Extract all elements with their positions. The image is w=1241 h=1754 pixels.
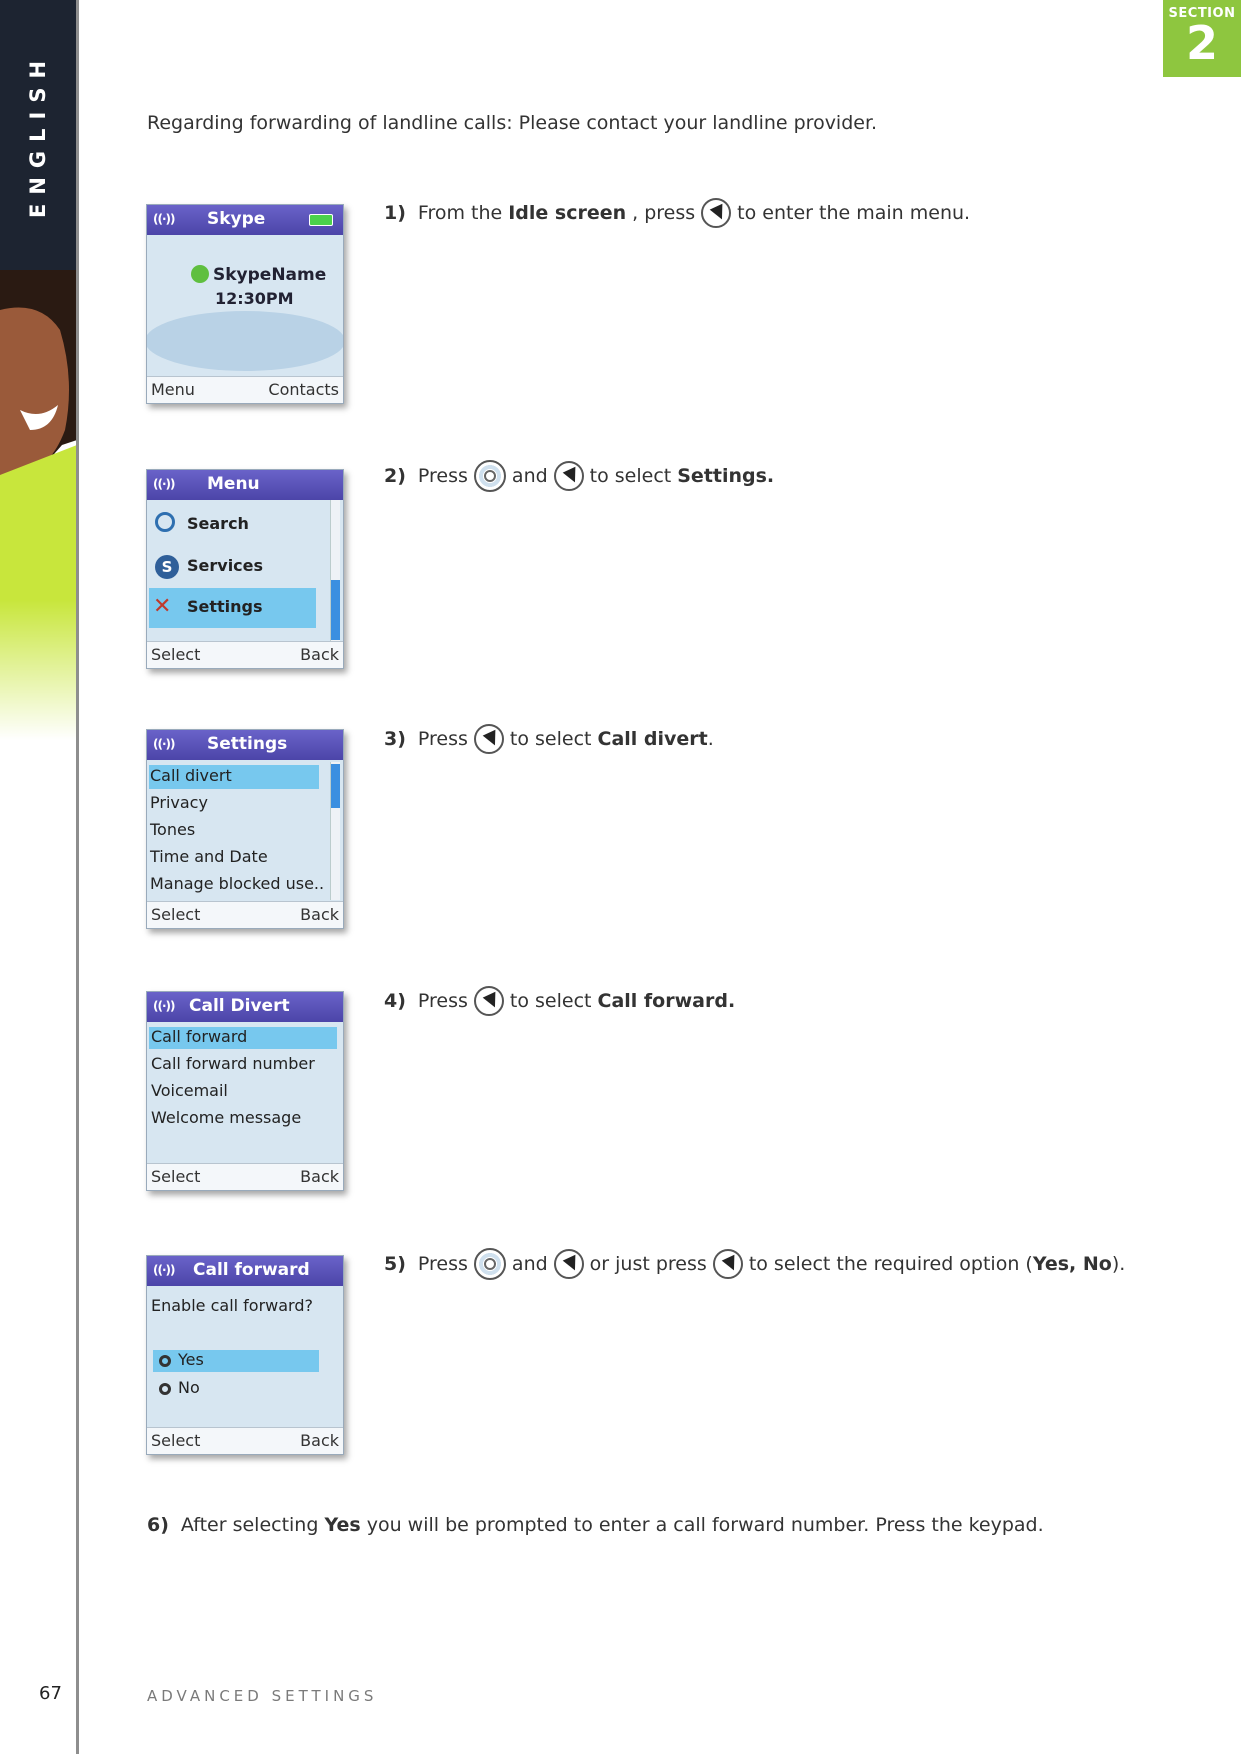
screen-title: Call Divert <box>189 996 290 1016</box>
menu-item-tones[interactable]: Tones <box>150 820 196 839</box>
menu-item-welcome-message[interactable]: Welcome message <box>151 1108 302 1127</box>
step-text: Press <box>417 990 468 1012</box>
softkey-right[interactable]: Back <box>300 1167 339 1186</box>
signal-icon: ((·)) <box>153 1263 175 1277</box>
softkey-left[interactable]: Menu <box>151 380 195 399</box>
softkey-right[interactable]: Back <box>300 905 339 924</box>
screen-title: Settings <box>207 734 288 754</box>
step-4 <box>384 986 735 1016</box>
step-text: . <box>707 728 714 750</box>
step-text: , press <box>632 202 696 224</box>
section-badge <box>1163 0 1241 77</box>
screen-title-bar <box>147 470 343 500</box>
navigation-key-icon <box>554 461 584 491</box>
scrollbar[interactable] <box>330 500 340 642</box>
language-tab-label: ENGLISH <box>26 51 51 219</box>
navigation-key-icon <box>701 198 731 228</box>
phone-screen-idle <box>146 204 344 404</box>
signal-icon: ((·)) <box>153 999 175 1013</box>
battery-icon <box>309 214 333 226</box>
step-6 <box>147 1514 1044 1536</box>
step-text: you will be prompted to enter a call forward number. Press the keypad. <box>360 1514 1044 1536</box>
skype-name: SkypeName <box>213 265 327 285</box>
menu-item-settings[interactable]: Settings <box>187 597 263 616</box>
step-text: to select <box>509 990 592 1012</box>
radio-yes-icon[interactable] <box>159 1355 171 1367</box>
skype-watermark-icon <box>147 305 343 377</box>
softkey-bar <box>147 641 343 668</box>
menu-item-voicemail[interactable]: Voicemail <box>151 1081 228 1100</box>
step-number: 6) <box>147 1514 169 1536</box>
phone-screen-call-forward <box>146 1255 344 1455</box>
softkey-right[interactable]: Contacts <box>268 380 339 399</box>
screen-title-bar <box>147 1256 343 1286</box>
settings-tools-icon: ✕ <box>153 594 172 619</box>
step-text: to select the required option ( <box>748 1253 1033 1275</box>
scrollbar-thumb[interactable] <box>331 764 340 808</box>
step-text: Press <box>417 465 468 487</box>
woman-photo <box>0 270 77 740</box>
step-text: and <box>511 465 548 487</box>
page-divider <box>76 0 79 1754</box>
softkey-left[interactable]: Select <box>151 1431 201 1450</box>
option-no[interactable]: No <box>178 1378 200 1397</box>
scroll-key-icon <box>474 460 506 492</box>
navigation-key-icon <box>474 724 504 754</box>
screen-title-bar <box>147 730 343 760</box>
step-text: ). <box>1111 1253 1126 1275</box>
softkey-left[interactable]: Select <box>151 905 201 924</box>
step-text: and <box>511 1253 548 1275</box>
search-icon <box>155 512 175 532</box>
step-number: 1) <box>384 202 406 224</box>
step-bold: Yes, No <box>1032 1253 1112 1275</box>
softkey-right[interactable]: Back <box>300 1431 339 1450</box>
step-text: Press <box>417 1253 468 1275</box>
step-number: 4) <box>384 990 406 1012</box>
page-number: 67 <box>39 1683 62 1704</box>
section-number: 2 <box>1185 16 1218 70</box>
step-bold: Call divert <box>597 728 708 750</box>
screen-title-bar <box>147 205 343 235</box>
radio-no-icon[interactable] <box>159 1383 171 1395</box>
question-text: Enable call forward? <box>151 1296 313 1315</box>
scroll-key-icon <box>474 1248 506 1280</box>
signal-icon: ((·)) <box>153 737 175 751</box>
softkey-left[interactable]: Select <box>151 645 201 664</box>
navigation-key-icon <box>554 1249 584 1279</box>
phone-screen-menu <box>146 469 344 669</box>
step-text: to enter the main menu. <box>737 202 971 224</box>
screen-title: Menu <box>207 474 260 494</box>
clock-time: 12:30PM <box>215 289 294 308</box>
softkey-bar <box>147 376 343 403</box>
softkey-bar <box>147 1163 343 1190</box>
step-bold: Yes <box>324 1514 361 1536</box>
step-text: to select <box>509 728 592 750</box>
signal-icon: ((·)) <box>153 477 175 491</box>
navigation-key-icon <box>713 1249 743 1279</box>
screen-title-bar <box>147 992 343 1022</box>
step-text: or just press <box>589 1253 707 1275</box>
step-bold: Settings. <box>677 465 775 487</box>
navigation-key-icon <box>474 986 504 1016</box>
services-icon: S <box>155 555 179 579</box>
screen-title: Skype <box>207 209 266 229</box>
screen-title: Call forward <box>193 1260 310 1280</box>
step-5 <box>384 1248 1125 1280</box>
menu-item-time-and-date[interactable]: Time and Date <box>150 847 268 866</box>
menu-item-manage-blocked[interactable]: Manage blocked use.. <box>150 874 325 893</box>
softkey-right[interactable]: Back <box>300 645 339 664</box>
phone-screen-call-divert <box>146 991 344 1191</box>
step-number: 2) <box>384 465 406 487</box>
step-3 <box>384 724 714 754</box>
menu-item-call-forward[interactable]: Call forward <box>151 1027 248 1046</box>
menu-item-privacy[interactable]: Privacy <box>150 793 208 812</box>
step-text: to select <box>589 465 672 487</box>
phone-screen-settings <box>146 729 344 929</box>
scrollbar-thumb[interactable] <box>331 580 340 640</box>
softkey-bar <box>147 901 343 928</box>
step-number: 3) <box>384 728 406 750</box>
section-label: SECTION <box>1168 6 1236 21</box>
menu-item-call-forward-number[interactable]: Call forward number <box>151 1054 315 1073</box>
step-2 <box>384 460 774 492</box>
step-bold: Call forward. <box>597 990 736 1012</box>
menu-item-search[interactable]: Search <box>187 514 249 533</box>
intro-text: Regarding forwarding of landline calls: Please contact your landline provider. <box>147 112 878 134</box>
softkey-bar <box>147 1427 343 1454</box>
step-1 <box>384 198 970 228</box>
online-status-icon <box>191 265 209 283</box>
menu-item-call-divert[interactable]: Call divert <box>150 766 232 785</box>
signal-icon: ((·)) <box>153 212 175 226</box>
step-text: From the <box>417 202 503 224</box>
step-number: 5) <box>384 1253 406 1275</box>
step-text: Press <box>417 728 468 750</box>
scrollbar[interactable] <box>330 762 340 900</box>
step-text: After selecting <box>180 1514 325 1536</box>
option-yes[interactable]: Yes <box>178 1350 204 1369</box>
step-bold: Idle screen <box>508 202 627 224</box>
menu-item-services[interactable]: Services <box>187 556 264 575</box>
softkey-left[interactable]: Select <box>151 1167 201 1186</box>
footer-section-name: ADVANCED SETTINGS <box>147 1687 378 1705</box>
